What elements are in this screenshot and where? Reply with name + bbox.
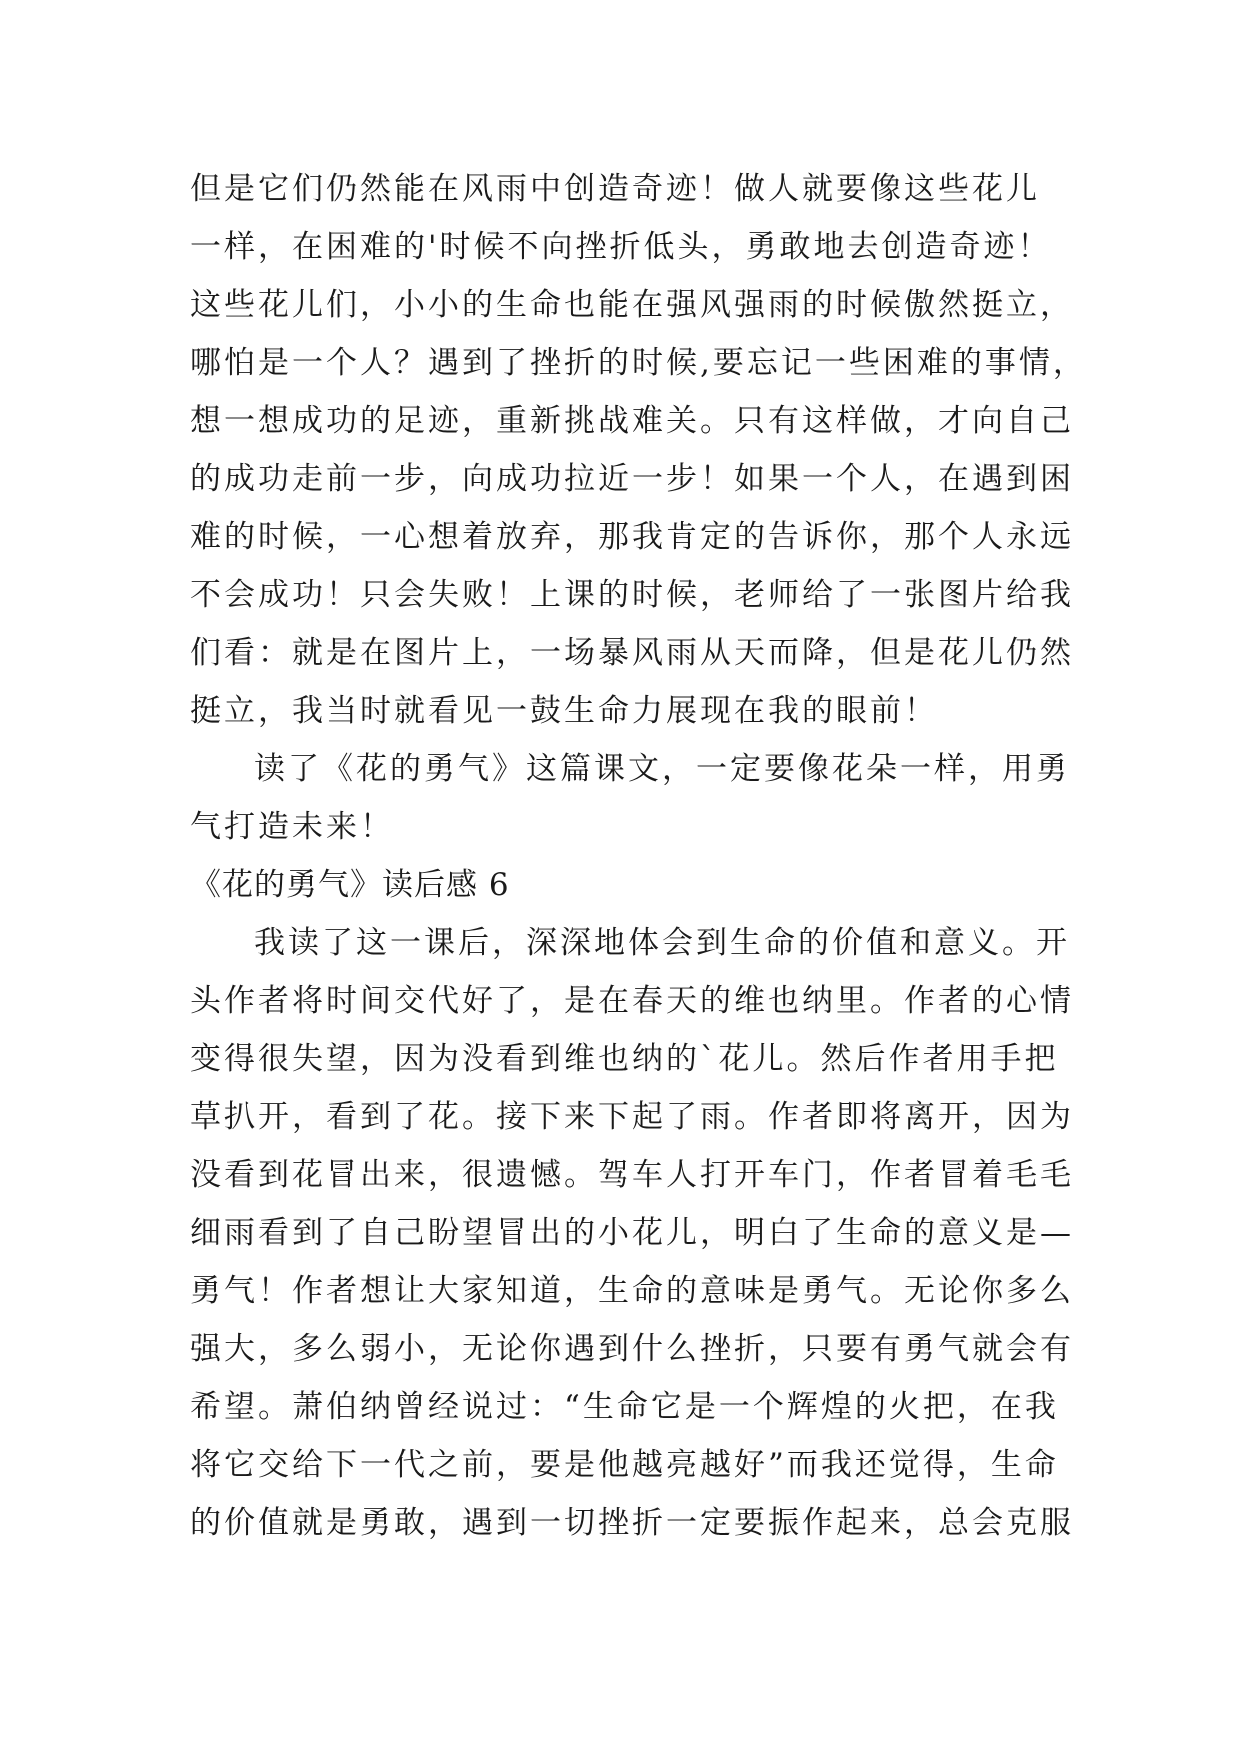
paragraph-line: 变得很失望，因为没看到维也纳的`花儿。然后作者用手把 bbox=[190, 1041, 1059, 1077]
conclusion-line: 气打造未来！ bbox=[190, 809, 394, 845]
paragraph-line: 的价值就是勇敢，遇到一切挫折一定要振作起来，总会克服 bbox=[190, 1505, 1074, 1541]
paragraph-line: 没看到花冒出来，很遗憾。驾车人打开车门，作者冒着毛毛 bbox=[190, 1157, 1074, 1193]
paragraph-line: 的成功走前一步，向成功拉近一步！如果一个人，在遇到困 bbox=[190, 461, 1074, 497]
conclusion-line: 读了《花的勇气》这篇课文，一定要像花朵一样，用勇 bbox=[254, 751, 1070, 787]
paragraph-line: 但是它们仍然能在风雨中创造奇迹！做人就要像这些花儿 bbox=[190, 171, 1040, 207]
paragraph-line: 强大，多么弱小，无论你遇到什么挫折，只要有勇气就会有 bbox=[190, 1331, 1074, 1367]
paragraph-line: 将它交给下一代之前，要是他越亮越好”而我还觉得，生命 bbox=[190, 1447, 1059, 1483]
paragraph-line: 细雨看到了自己盼望冒出的小花儿，明白了生命的意义是— bbox=[190, 1215, 1074, 1251]
paragraph-line: 勇气！作者想让大家知道，生命的意味是勇气。无论你多么 bbox=[190, 1273, 1074, 1309]
paragraph-line: 这些花儿们，小小的生命也能在强风强雨的时候傲然挺立， bbox=[190, 287, 1074, 323]
paragraph-line: 一样，在困难的'时候不向挫折低头，勇敢地去创造奇迹！ bbox=[190, 229, 1052, 265]
paragraph-line: 不会成功！只会失败！上课的时候，老师给了一张图片给我 bbox=[190, 577, 1074, 613]
paragraph-line: 头作者将时间交代好了，是在春天的维也纳里。作者的心情 bbox=[190, 983, 1074, 1019]
paragraph-line: 们看：就是在图片上，一场暴风雨从天而降，但是花儿仍然 bbox=[190, 635, 1074, 671]
paragraph-line: 挺立，我当时就看见一鼓生命力展现在我的眼前！ bbox=[190, 693, 938, 729]
paragraph-line: 希望。萧伯纳曾经说过：“生命它是一个辉煌的火把，在我 bbox=[190, 1389, 1059, 1425]
section-heading: 《花的勇气》读后感 6 bbox=[190, 867, 510, 903]
paragraph-line: 哪怕是一个人？遇到了挫折的时候,要忘记一些困难的事情， bbox=[190, 345, 1087, 381]
paragraph-line: 我读了这一课后，深深地体会到生命的价值和意义。开 bbox=[254, 925, 1070, 961]
paragraph-line: 草扒开，看到了花。接下来下起了雨。作者即将离开，因为 bbox=[190, 1099, 1074, 1135]
document-body bbox=[190, 160, 1087, 1552]
paragraph-line: 难的时候，一心想着放弃，那我肯定的告诉你，那个人永远 bbox=[190, 519, 1074, 555]
paragraph-line: 想一想成功的足迹，重新挑战难关。只有这样做，才向自己 bbox=[190, 403, 1074, 439]
